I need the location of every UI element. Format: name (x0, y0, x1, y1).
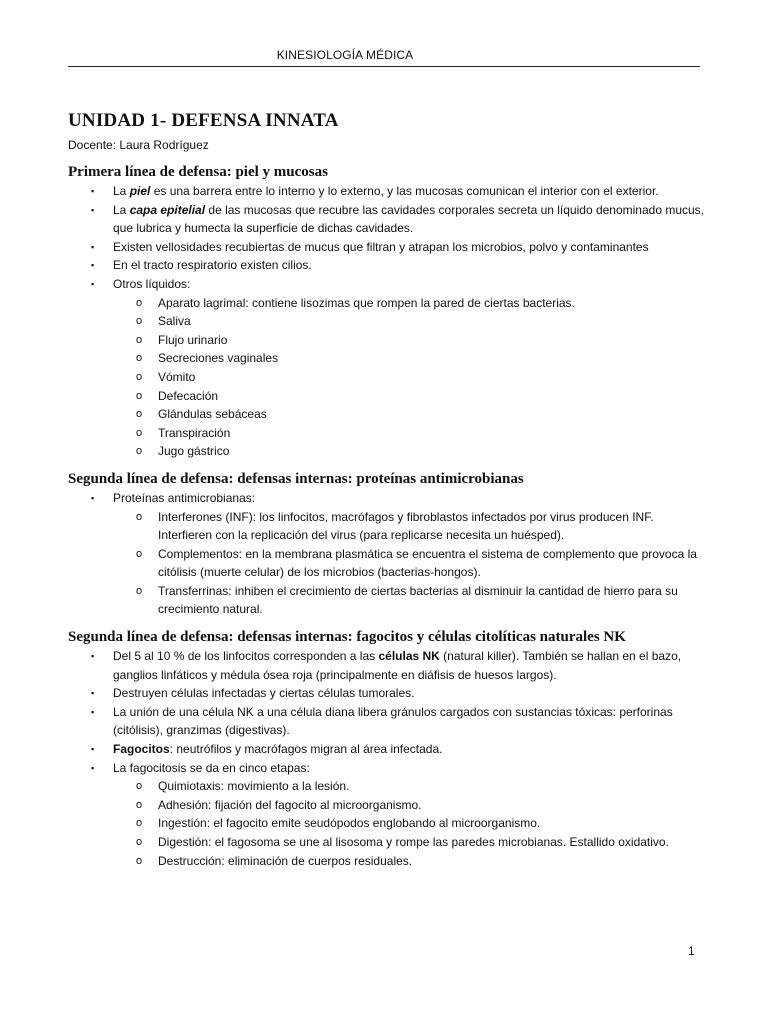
circle-bullet-icon: o (136, 315, 143, 328)
sub-list-item: o Transpiración (68, 424, 708, 443)
square-bullet-icon: ▪ (91, 744, 95, 755)
list-item: ▪ Proteínas antimicrobianas: o Interferones (INF): los linfocitos, macrófagos y fibroblastos infectados por virus producen INF. Interfieren con la replicación del virus (para replicarse necesita un huésped). o Complementos: en la membrana plasmática se encuentra el sistema de complemento que provoca la citólisis (muerte celular) de los microbios (bacterias-hongos). o Transferrinas: inhiben el crecimiento de ciertas bacterias al disminuir la cantidad de hierro para su crecimiento natural. (68, 489, 708, 619)
circle-bullet-icon: o (136, 389, 143, 402)
square-bullet-icon: ▪ (91, 260, 95, 271)
strong-term: Fagocitos (113, 742, 170, 757)
circle-bullet-icon: o (136, 780, 143, 793)
sub-list-item: o Defecación (68, 387, 708, 406)
list-item: ▪ En el tracto respiratorio existen cilios. (68, 256, 708, 275)
circle-bullet-icon: o (136, 352, 143, 365)
section-heading: Primera línea de defensa: piel y mucosas (68, 164, 328, 180)
document-body (68, 108, 708, 870)
square-bullet-icon: ▪ (91, 241, 95, 252)
emphasis: piel (129, 184, 151, 198)
strong-term: células NK (378, 649, 440, 664)
square-bullet-icon: ▪ (91, 762, 95, 773)
list-item: ▪ Existen vellosidades recubiertas de mucus que filtran y atrapan los microbios, polvo y contaminantes (68, 238, 708, 257)
square-bullet-icon: ▪ (91, 186, 95, 196)
circle-bullet-icon: o (136, 408, 143, 421)
bullet-list (68, 489, 708, 619)
square-bullet-icon: ▪ (91, 688, 95, 699)
square-bullet-icon: ▪ (91, 651, 95, 662)
sub-list-item: o Jugo gástrico (68, 442, 708, 461)
sub-list (113, 777, 708, 870)
list-item: ▪ Destruyen células infectadas y ciertas células tumorales. (68, 684, 708, 703)
circle-bullet-icon: o (136, 854, 143, 867)
list-item: ▪ La piel es una barrera entre lo interno y lo externo, y las mucosas comunican el interior con el exterior. (68, 182, 708, 201)
bullet-list (68, 182, 708, 461)
teacher-line: Docente: Laura Rodríguez (68, 138, 209, 152)
square-bullet-icon: ▪ (91, 706, 95, 717)
circle-bullet-icon: o (136, 817, 143, 830)
circle-bullet-icon: o (136, 798, 143, 811)
sub-list (113, 508, 708, 620)
circle-bullet-icon: o (136, 333, 143, 346)
document-title: UNIDAD 1- DEFENSA INNATA (68, 110, 339, 131)
circle-bullet-icon: o (136, 836, 143, 848)
sub-list-item: o Transferrinas: inhiben el crecimiento de ciertas bacterias al disminuir la cantidad de hierro para su crecimiento natural. (136, 583, 678, 617)
sub-list-item: o Destrucción: eliminación de cuerpos residuales. (68, 852, 708, 871)
sub-list-item: o Quimiotaxis: movimiento a la lesión. (68, 777, 708, 796)
list-item: ▪ La unión de una célula NK a una célula diana libera gránulos cargados con sustancias tóxicas: perforinas (citólisis), granzimas (digestivas). (91, 704, 673, 738)
circle-bullet-icon: o (136, 296, 143, 309)
circle-bullet-icon: o (136, 426, 143, 439)
sub-list-item: o Digestión: el fagosoma se une al lisosoma y rompe las paredes microbianas. Estallido oxidativo. (68, 833, 708, 852)
sub-list-item: o Flujo urinario (68, 331, 708, 350)
circle-bullet-icon: o (136, 547, 143, 560)
circle-bullet-icon: o (136, 370, 143, 383)
circle-bullet-icon: o (136, 445, 143, 458)
circle-bullet-icon: o (136, 510, 143, 523)
running-header: KINESIOLOGÍA MÉDICA (276, 48, 414, 62)
square-bullet-icon: ▪ (91, 204, 95, 215)
page-number: 1 (688, 944, 695, 958)
list-item: ▪ La fagocitosis se da en cinco etapas: o Quimiotaxis: movimiento a la lesión. o Adhesión: fijación del fagocito al microorganismo. o Ingestión: el fagocito emite seudópodos englobando al microorganismo. o Digestión: el fagosoma se une al lisosoma y rompe las paredes microbianas. Estallido oxidativo. o Destrucción: eliminación de cuerpos residuales. (68, 759, 708, 871)
sub-list-item: o Aparato lagrimal: contiene lisozimas que rompen la pared de ciertas bacterias. (68, 294, 708, 313)
sub-list-item: o Adhesión: fijación del fagocito al microorganismo. (68, 796, 708, 815)
square-bullet-icon: ▪ (91, 492, 95, 503)
sub-list-item: o Interferones (INF): los linfocitos, macrófagos y fibroblastos infectados por virus producen INF. Interfieren con la replicación del virus (para replicarse necesita un huésped). (136, 509, 654, 543)
list-item: ▪ Fagocitos: neutrófilos y macrófagos migran al área infectada. (68, 740, 708, 759)
sub-list-item: o Glándulas sebáceas (68, 405, 708, 424)
section-heading: Segunda línea de defensa: defensas internas: proteínas antimicrobianas (68, 470, 524, 487)
list-item: ▪ Del 5 al 10 % de los linfocitos corresponden a las células NK (natural killer). También se hallan en el bazo, ganglios linfáticos y médula ósea roja (principalmente en diáfisis de huesos largos). (91, 649, 682, 682)
sub-list-item: o Vómito (68, 368, 708, 387)
emphasis: capa epitelial (129, 202, 206, 217)
section-antimicrobial-proteins (68, 469, 708, 619)
square-bullet-icon: ▪ (91, 278, 95, 289)
header-rule (68, 66, 700, 67)
section-heading: Segunda línea de defensa: defensas internas: fagocitos y células citolíticas naturales NK (68, 629, 626, 646)
bullet-list (68, 647, 708, 870)
sub-list-item: o Ingestión: el fagocito emite seudópodos englobando al microorganismo. (68, 814, 708, 833)
circle-bullet-icon: o (136, 584, 143, 597)
section-first-line (68, 162, 708, 461)
sub-list-item: o Secreciones vaginales (68, 349, 708, 368)
sub-list-item: o Complementos: en la membrana plasmática se encuentra el sistema de complemento que provoca la citólisis (muerte celular) de los microbios (bacterias-hongos). (136, 546, 697, 580)
sub-list-item: o Saliva (68, 312, 708, 331)
sub-list (113, 294, 708, 461)
list-item: ▪ Otros líquidos: o Aparato lagrimal: contiene lisozimas que rompen la pared de ciertas bacterias. o Saliva o Flujo urinario o Secreciones vaginales o Vómito o Defecación o Glándulas sebáceas o Transpiración o Jugo gástrico (68, 275, 708, 461)
list-item: ▪ La capa epitelial de las mucosas que recubre las cavidades corporales secreta un líquido denominado mucus, que lubrica y humecta la superficie de dichas cavidades. (91, 202, 705, 236)
section-phagocytes-nk (68, 627, 708, 870)
